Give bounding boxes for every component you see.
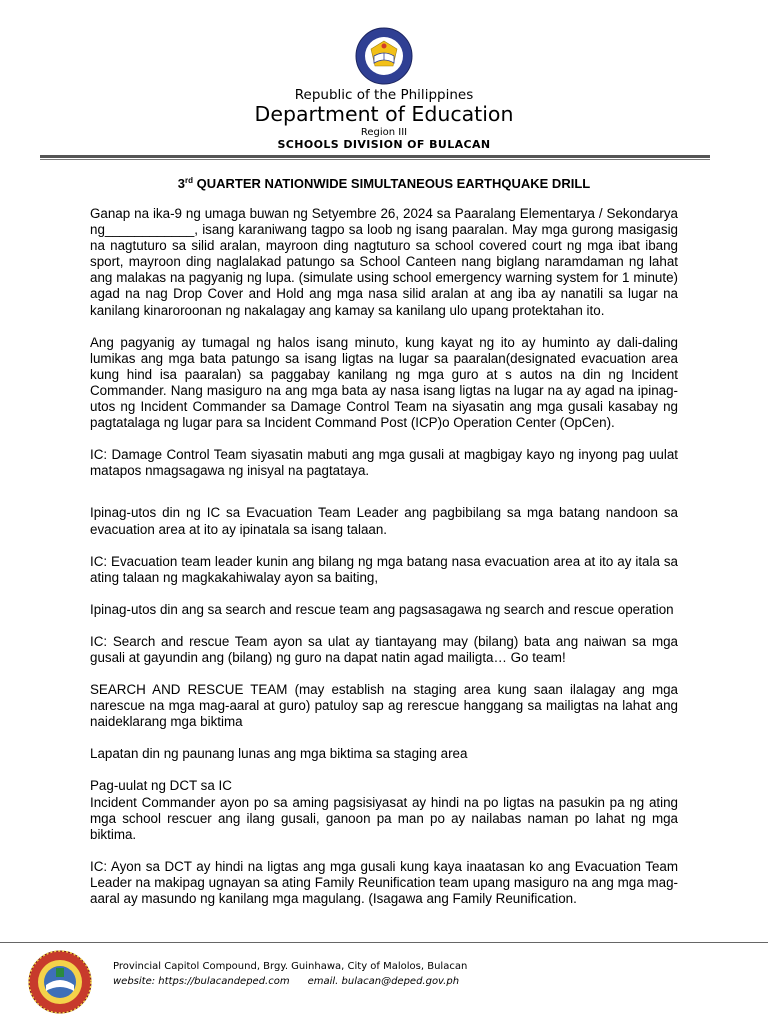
title-ordinal-suffix: rd [185,176,193,185]
footer-divider [0,942,768,943]
country-name: Republic of the Philippines [294,87,474,103]
paragraph: Pag-uulat ng DCT sa IC [90,778,232,794]
paragraph: IC: Ayon sa DCT ay hindi na ligtas ang mga gusali kung kaya inaatasan ko ang Evacuation Team Leader na makipag ugnayan sa ating Family Reunification team upang masiguro na ang mga mag-aaral ay masundo ng kanilang mga magulang. (Isagawa ang Family Reunification. [90,858,678,906]
header-divider-thin [40,159,710,160]
title-ordinal-number: 3 [177,176,185,191]
division-name: SCHOOLS DIVISION OF BULACAN [277,138,491,151]
title-text: QUARTER NATIONWIDE SIMULTANEOUS EARTHQUAKE DRILL [193,176,591,191]
paragraph: IC: Damage Control Team siyasatin mabuti ang mga gusali at magbigay kayo ng inyong pag uulat matapos nmagsagawa ng inisyal na pagtataya. [90,447,678,479]
paragraph: SEARCH AND RESCUE TEAM (may establish na staging area kung saan ilalagay ang mga narescue na mga mag-aaral at guro) patuloy sap ag rerescue hanggang sa mailigtas na lahat ang naideklarang mga biktima [90,682,678,730]
paragraph: IC: Search and rescue Team ayon sa ulat ay tiantayang may (bilang) bata ang naiwan sa mga gusali at gayundin ang (bilang) ng guro na dapat natin agad mailigta… Go team! [90,633,678,665]
footer-contact [113,976,459,987]
department-name: Department of Education [254,102,514,126]
footer-address: Provincial Capitol Compound, Brgy. Guinhawa, City of Malolos, Bulacan [113,961,468,972]
document-body [90,206,678,923]
paragraph: Ipinag-utos din ang sa search and rescue team ang pagsasagawa ng search and rescue operation [90,601,674,617]
paragraph: IC: Evacuation team leader kunin ang bilang ng mga batang nasa evacuation area at ito ay itala sa ating talaan ng magkakahiwalay ayon sa baiting, [90,553,678,585]
paragraph: Ipinag-utos din ng IC sa Evacuation Team Leader ang pagbibilang sa mga batang nandoon sa evacuation area at ito ay ipinatala sa isang talaan. [90,505,678,537]
division-seal-logo [24,949,97,1015]
footer-email-link[interactable]: email. bulacan@deped.gov.ph [307,976,460,987]
header-divider [40,155,710,158]
paragraph: Lapatan din ng paunang lunas ang mga biktima sa staging area [90,746,468,762]
paragraph: Ang pagyanig ay tumagal ng halos isang minuto, kung kayat ng ito ay huminto ay dali-daling lumikas ang mga bata patungo sa isang ligtas na lugar sa paaralan(designated evacuation area kung hind isa paaralan) sa paggabay kanilang ng mga guro at s autos na din ng Incident Commander. Nang masiguro na ang mga bata ay nasa isang ligtas na lugar na ay agad na ipinag-utos ng Incident Commander sa Damage Control Team na siyasatin ang mga gusali kasabay ng pagtatalaga ng lugar para sa Incident Command Post (ICP)o Operation Center (OpCen). [90,334,678,431]
footer-website-link[interactable]: website: https://bulacandeped.com [113,976,290,987]
region-name: Region III [360,127,408,138]
paragraph: Incident Commander ayon po sa aming pagsisiyasat ay hindi na po ligtas na pasukin pa ng ating mga school rescuer ang ilang gusali, ganoon pa man po ay nailabas naman po lahat ng mga biktima. [90,794,678,842]
deped-seal-logo [349,26,419,86]
paragraph: Ganap na ika-9 ng umaga buwan ng Setyembre 26, 2024 sa Paaralang Elementarya / Sekondarya ng____________, isang karaniwang tagpo sa loob ng isang paaralan. May mga gurong masigasig na nagtuturo sa silid aralan, mayroon ding nagtuturo sa school covered court ng mga ibat ibang sport, mayroon ding naglalakad patungo sa School Canteen nang biglang naramdaman ng lahat ang malakas na pagyanig ng lupa. (simulate using school emergency warning system for 1 minute) agad na nag Drop Cover and Hold ang mga nasa silid aralan at ang iba ay nanatili sa lugar na kanilang kinaroroonan ng nakalagay ang kamay sa kanilang ulo upang protektahan ito. [90,206,678,318]
document-title [0,176,768,191]
